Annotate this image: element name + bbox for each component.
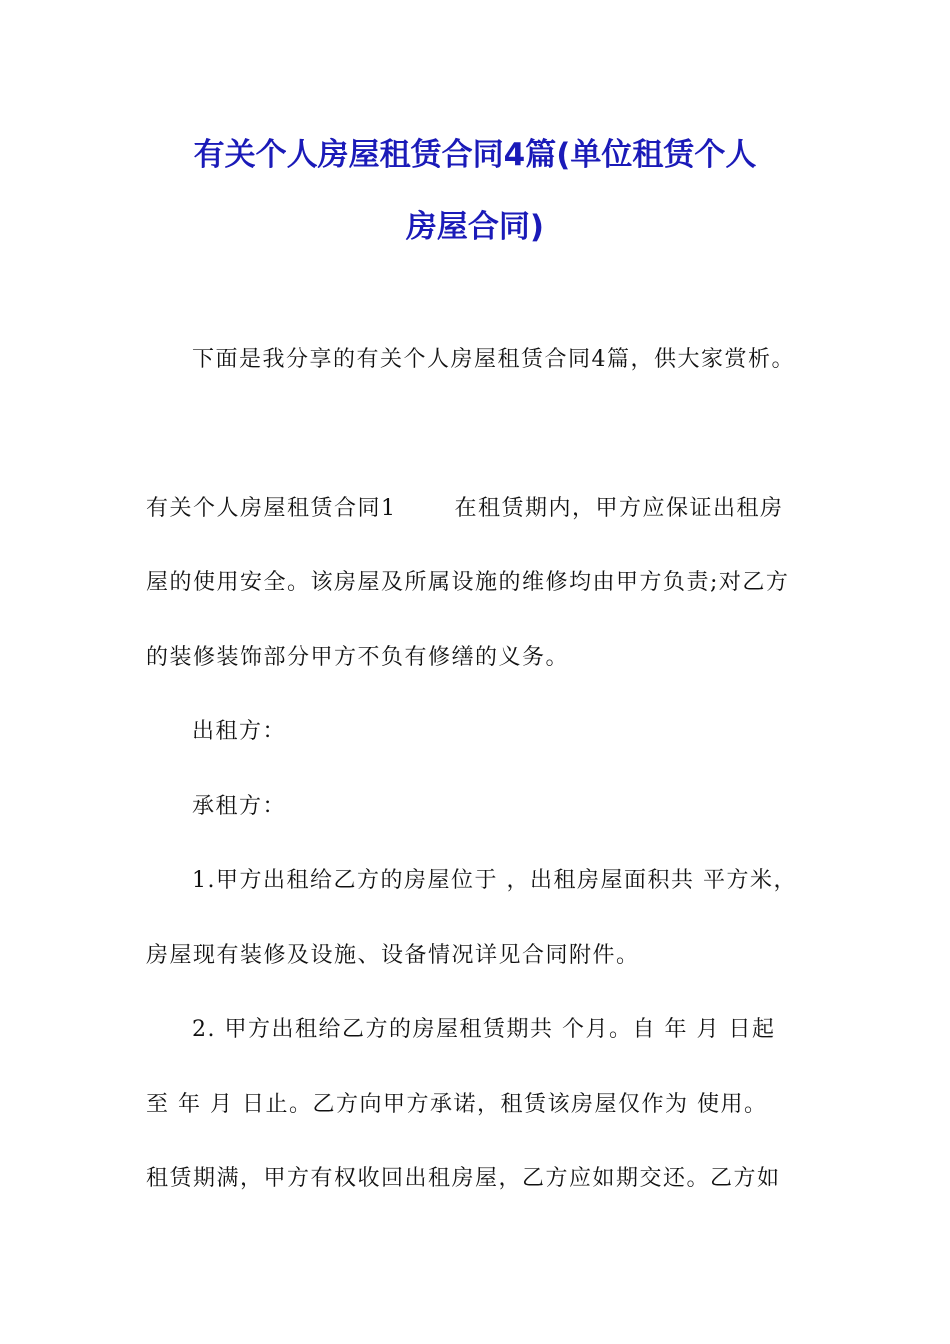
lessee-label: 承租方：: [192, 794, 287, 819]
lessor-label: 出租方：: [192, 719, 287, 744]
section-1-first-line-text: 在租赁期内，甲方应保证出租房: [454, 496, 784, 521]
section-1-heading: 有关个人房屋租赁合同1: [146, 496, 397, 521]
document-title-line-2: 房屋合同): [405, 209, 545, 245]
section-1-line-3: 的装修装饰部分甲方不负有修缮的义务。: [146, 645, 570, 670]
clause-2-line-1: 2. 甲方出租给乙方的房屋租赁期共 个月。自 年 月 日起: [192, 1017, 776, 1042]
section-1-first-line: [146, 494, 784, 524]
clause-1-line-1: 1.甲方出租给乙方的房屋位于 ，出租房屋面积共 平方米，: [192, 868, 797, 893]
section-1-line-2: 屋的使用安全。该房屋及所属设施的维修均由甲方负责;对乙方: [146, 570, 790, 595]
clause-2-line-3: 租赁期满，甲方有权收回出租房屋，乙方应如期交还。乙方如: [146, 1166, 781, 1191]
clause-2-line-2: 至 年 月 日止。乙方向甲方承诺，租赁该房屋仅作为 使用。: [146, 1092, 768, 1117]
intro-paragraph: 下面是我分享的有关个人房屋租赁合同4篇，供大家赏析。: [192, 347, 795, 372]
document-title-line-1: 有关个人房屋租赁合同4篇(单位租赁个人: [193, 137, 757, 173]
clause-1-line-2: 房屋现有装修及设施、设备情况详见合同附件。: [146, 943, 640, 968]
